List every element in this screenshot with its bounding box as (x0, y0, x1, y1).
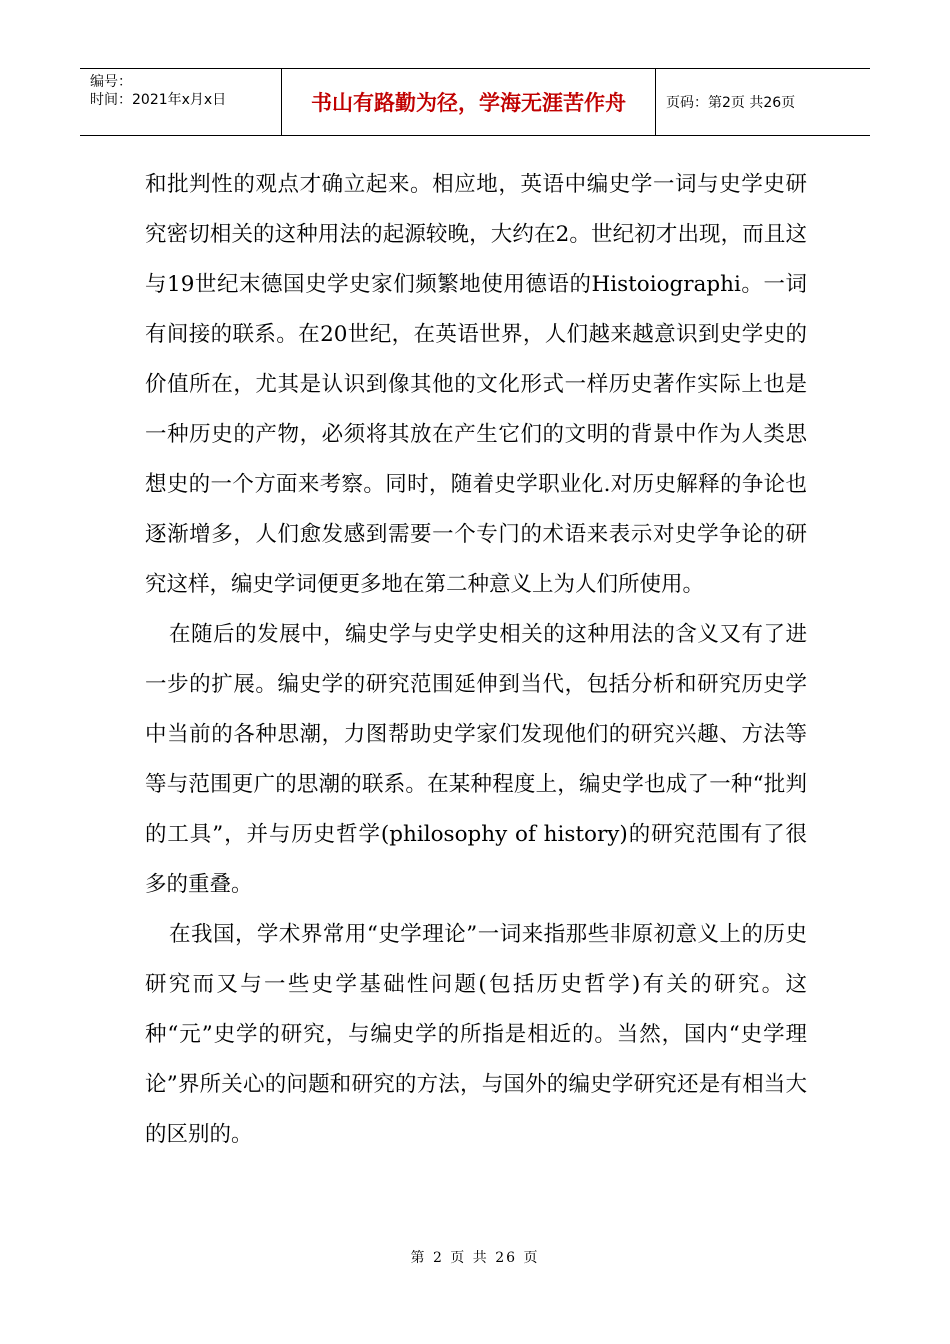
document-number-label: 编号： (90, 74, 132, 90)
paragraph-3: 在我国，学术界常用“史学理论”一词来指那些非原初意义上的历史研究而又与一些史学基础性问题(包括历史哲学)有关的研究。这种“元”史学的研究，与编史学的所指是相近的。当然，国内“史学理论”界所关心的问题和研究的方法，与国外的编史学研究还是有相当大的区别的。 (145, 922, 807, 1147)
header-page-info: 页码：第2页 共26页 (666, 95, 796, 111)
document-body (145, 160, 807, 1160)
paragraph-2: 在随后的发展中，编史学与史学史相关的这种用法的含义又有了进一步的扩展。编史学的研究范围延伸到当代，包括分析和研究历史学中当前的各种思潮，力图帮助史学家们发现他们的研究兴趣、方法等等与范围更广的思潮的联系。在某种程度上，编史学也成了一种“批判的工具”，并与历史哲学(philosophy of history)的研究范围有了很多的重叠。 (145, 622, 807, 897)
header-motto: 书山有路勤为径，学海无涯苦作舟 (282, 69, 656, 135)
page-footer: 第 2 页 共 26 页 (410, 1250, 540, 1266)
document-time-label: 时间：2021年x月x日 (90, 92, 227, 108)
header-meta (80, 69, 282, 135)
page-header (80, 68, 870, 136)
paragraph-1: 和批判性的观点才确立起来。相应地，英语中编史学一词与史学史研究密切相关的这种用法的起源较晚，大约在2。世纪初才出现，而且这与19世纪末德国史学史家们频繁地使用德语的Histoiographi。一词有间接的联系。在20世纪，在英语世界，人们越来越意识到史学史的价值所在，尤其是认识到像其他的文化形式一样历史著作实际上也是一种历史的产物，必须将其放在产生它们的文明的背景中作为人类思想史的一个方面来考察。同时，随着史学职业化.对历史解释的争论也逐渐增多，人们愈发感到需要一个专门的术语来表示对史学争论的研究这样，编史学词便更多地在第二种意义上为人们所使用。 (145, 172, 807, 597)
